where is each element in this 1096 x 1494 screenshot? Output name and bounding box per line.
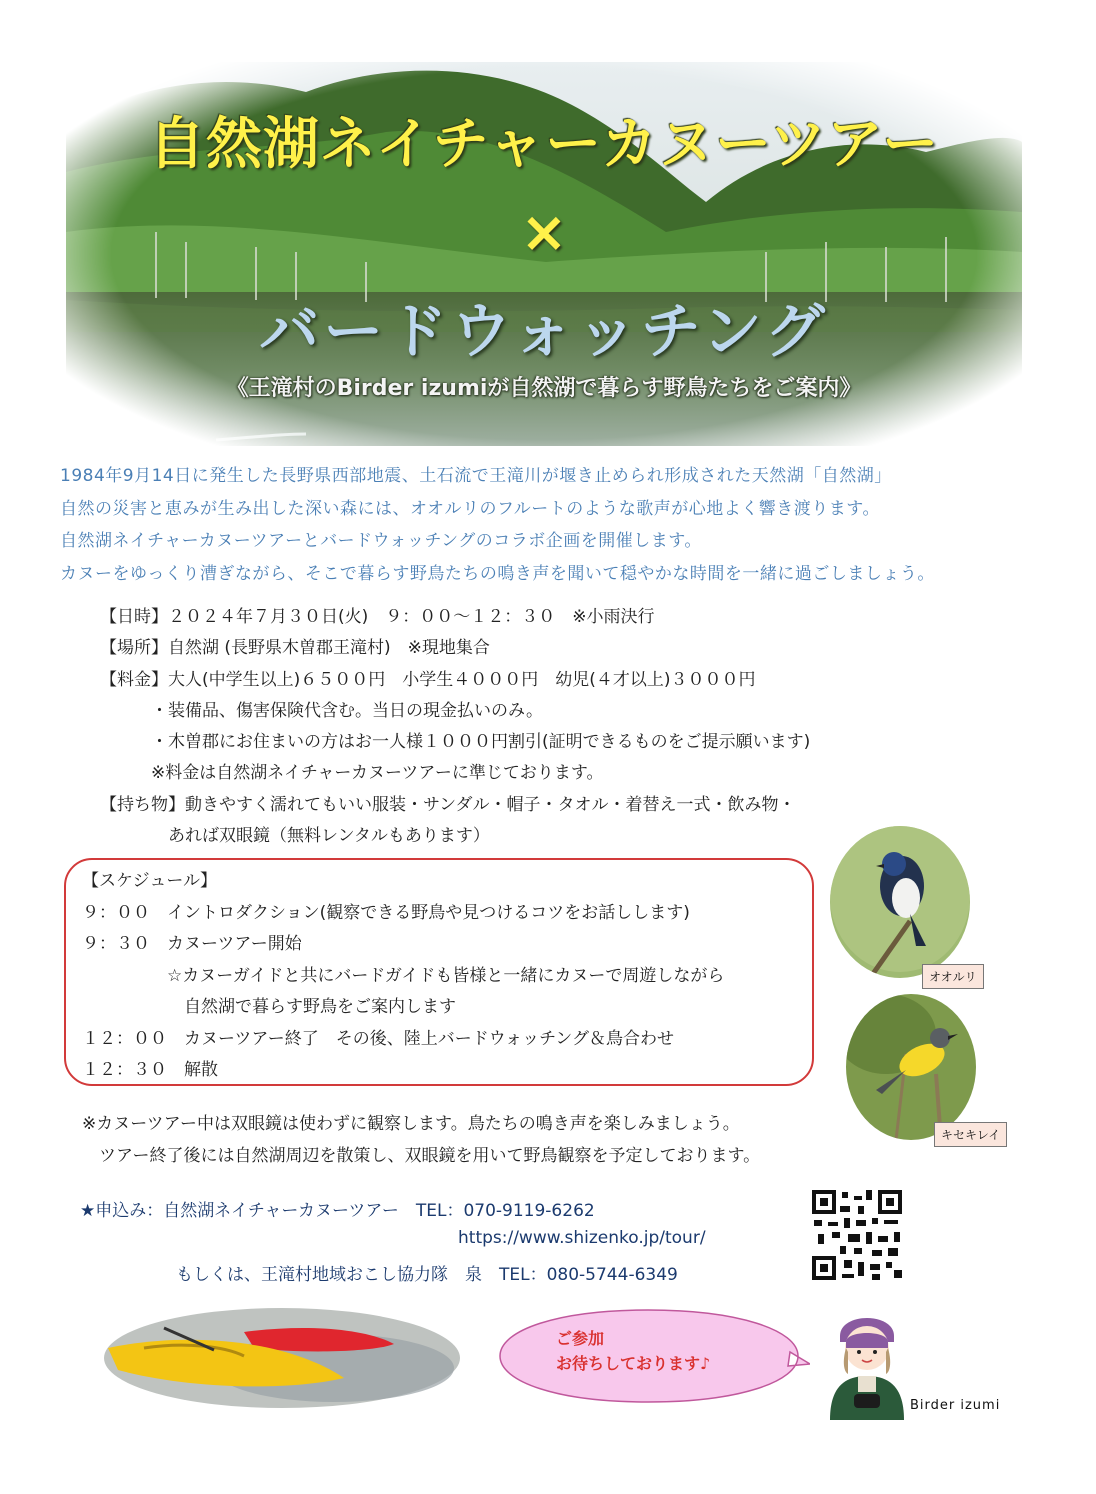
hero-cross-symbol: × [520, 200, 568, 265]
qr-code[interactable] [810, 1188, 904, 1282]
bubble-message [556, 1326, 710, 1376]
hero-subtitle: バードウォッチング [259, 297, 829, 367]
note-line: ※カヌーツアー中は双眼鏡は使わずに観察します。鳥たちの鳴き声を楽しみましょう。 [82, 1114, 740, 1134]
intro-line: カヌーをゆっくり漕ぎながら、そこで暮らす野鳥たちの鳴き声を聞いて穏やかな時間を一緒に過ごしましょう。 [60, 563, 935, 584]
hero-title: 自然湖ネイチャーカヌーツアー [148, 112, 940, 177]
schedule-item: ☆カヌーガイドと共にバードガイドも皆様と一緒にカヌーで周遊しながら [82, 965, 725, 986]
bird-label-ooruri: オオルリ [922, 964, 984, 989]
notes [82, 1108, 760, 1172]
schedule-item: 自然湖で暮らす野鳥をご案内します [82, 997, 456, 1017]
hero-tagline: 《王滝村のBirder izumiが自然湖で暮らす野鳥たちをご案内》 [226, 376, 862, 401]
bird-photo-kisekirei [846, 994, 976, 1140]
info-fee-note: ・装備品、傷害保険代含む。当日の現金払いのみ。 [100, 700, 544, 721]
bird-label-kisekirei: キセキレイ [934, 1122, 1007, 1147]
intro-line: 1984年9月14日に発生した長野県西部地震、土石流で王滝川が堰き止められ形成された天然湖「自然湖」 [60, 466, 892, 486]
schedule-item: １２：３０ 解散 [82, 1060, 218, 1080]
schedule-list [82, 866, 724, 1087]
contact-alternate: もしくは、王滝村地域おこし協力隊 泉 TEL：080-5744-6349 [176, 1265, 678, 1285]
bubble-line1: ご参加 [556, 1329, 605, 1348]
info-belongings: 【持ち物】動きやすく濡れてもいい服装・サンダル・帽子・タオル・着替え一式・飲み物・ [100, 794, 796, 815]
contact-apply: ★申込み：自然湖ネイチャーカヌーツアー TEL：070-9119-6262 [80, 1201, 595, 1221]
intro-line: 自然湖ネイチャーカヌーツアーとバードウォッチングのコラボ企画を開催します。 [60, 531, 702, 551]
note-line: ツアー終了後には自然湖周辺を散策し、双眼鏡を用いて野鳥観察を予定しております。 [82, 1146, 761, 1166]
info-fee-note: ・木曽郡にお住まいの方はお一人様１０００円割引(証明できるものをご提示願います) [100, 732, 811, 753]
bird-photo-ooruri [830, 826, 970, 978]
info-date: 【日時】２０２４年７月３０日(火) ９：００～１２：３０ ※小雨決行 [100, 607, 655, 627]
info-fee: 【料金】大人(中学生以上)６５００円 小学生４０００円 幼児(４才以上)３０００円 [100, 669, 756, 690]
intro-line: 自然の災害と恵みが生み出した深い森には、オオルリのフルートのような歌声が心地よく響き渡ります。 [60, 498, 880, 519]
schedule-item: １２：００ カヌーツアー終了 その後、陸上バードウォッチング＆鳥合わせ [82, 1028, 674, 1049]
birder-avatar [822, 1302, 912, 1420]
birder-name: Birder izumi [910, 1398, 1001, 1413]
schedule-item: ９：００ イントロダクション(観察できる野鳥や見つけるコツをお話しします) [82, 902, 690, 923]
bubble-line2: お待ちしております♪ [556, 1354, 711, 1373]
event-info [100, 602, 810, 852]
schedule-item: ９：３０ カヌーツアー開始 [82, 934, 302, 954]
contact-url[interactable]: https://www.shizenko.jp/tour/ [458, 1228, 706, 1248]
info-fee-note: ※料金は自然湖ネイチャーカヌーツアーに準じております。 [100, 763, 604, 784]
info-belongings-note: あれば双眼鏡（無料レンタルもあります） [100, 826, 490, 847]
kayak-photo [104, 1308, 460, 1408]
schedule-heading: 【スケジュール】 [82, 871, 217, 891]
info-place: 【場所】自然湖 (長野県木曽郡王滝村) ※現地集合 [100, 638, 490, 659]
intro-paragraph [60, 460, 1040, 590]
